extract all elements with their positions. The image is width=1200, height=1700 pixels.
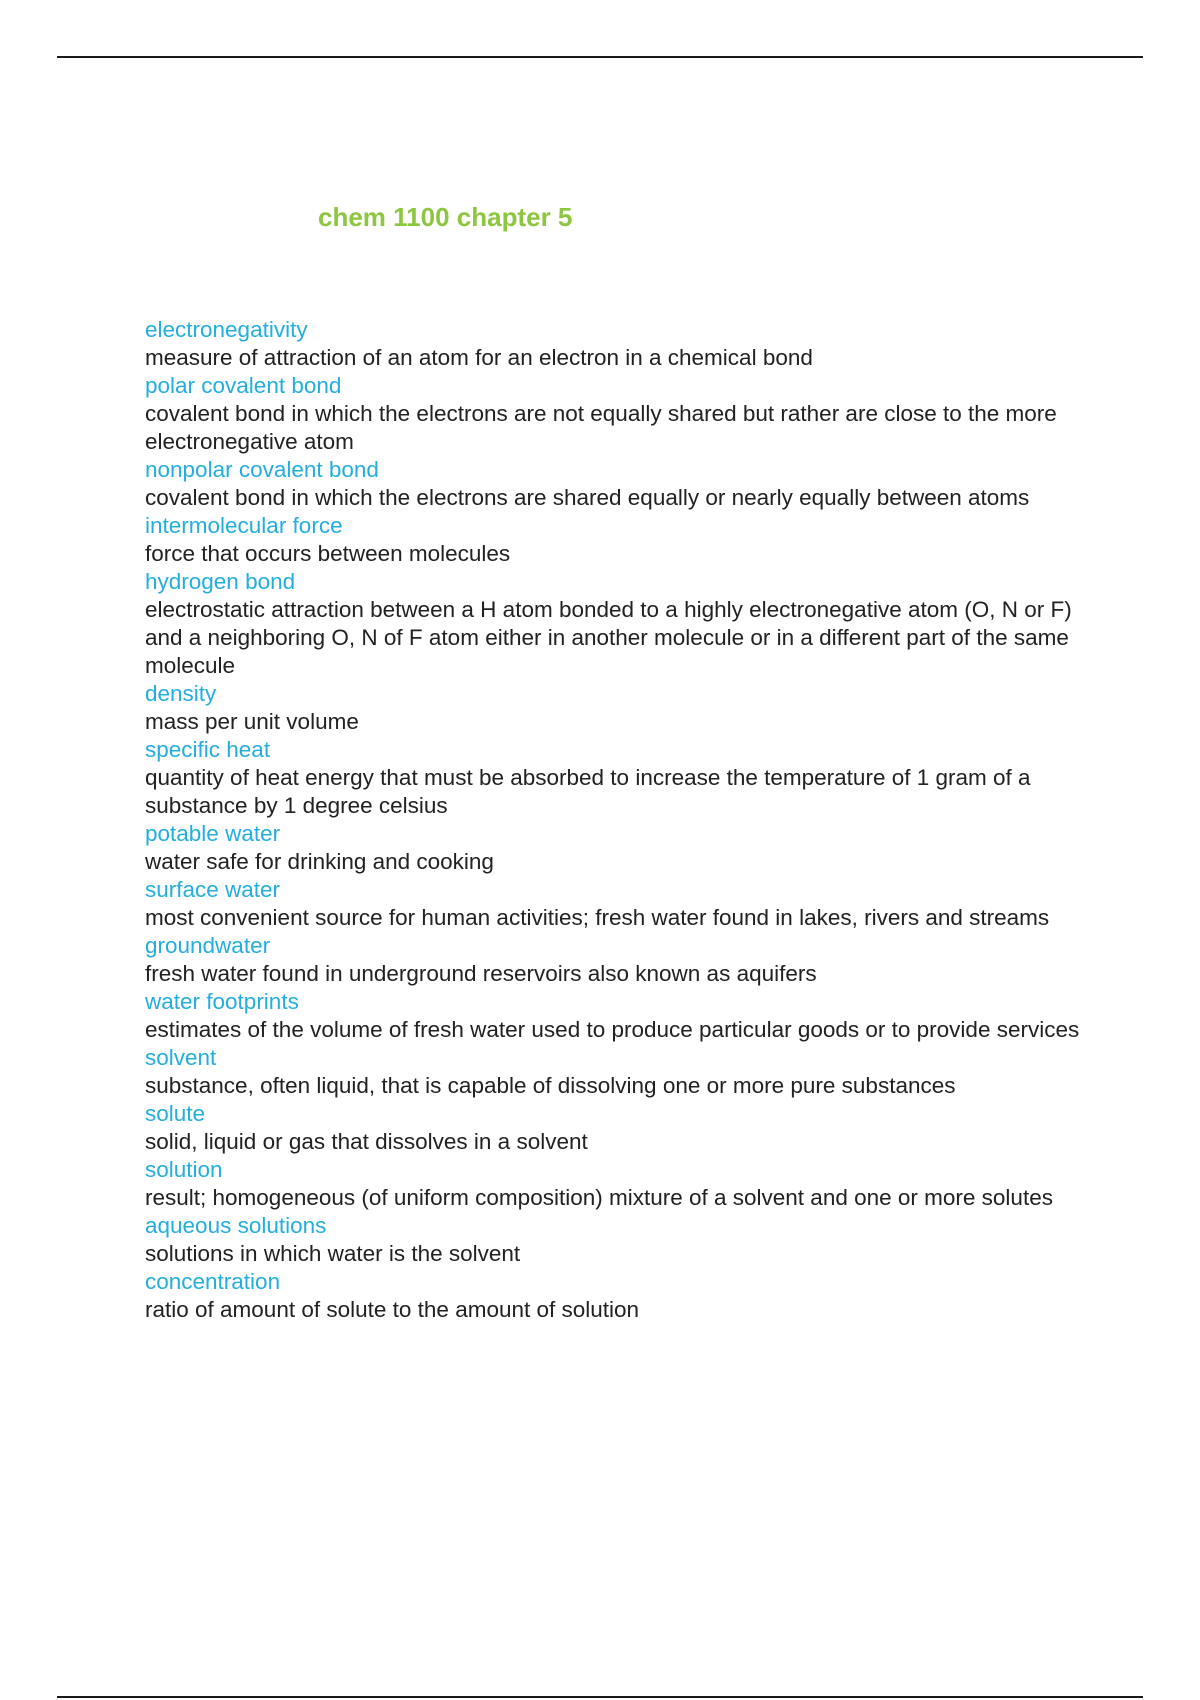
glossary-definition: measure of attraction of an atom for an electron in a chemical bond <box>145 345 813 370</box>
glossary-term: hydrogen bond <box>145 569 296 594</box>
glossary-definition: ratio of amount of solute to the amount of solution <box>145 1297 640 1322</box>
glossary-definition: water safe for drinking and cooking <box>145 849 494 874</box>
glossary-definition: result; homogeneous (of uniform composition) mixture of a solvent and one or more solutes <box>145 1185 1053 1210</box>
glossary-term: groundwater <box>145 933 271 958</box>
glossary-term: polar covalent bond <box>145 373 342 398</box>
glossary-term: water footprints <box>145 989 299 1014</box>
glossary-term: potable water <box>145 821 281 846</box>
glossary-definition: quantity of heat energy that must be absorbed to increase the temperature of 1 gram of a substance by 1 degree celsius <box>145 765 1031 818</box>
glossary-term: nonpolar covalent bond <box>145 457 379 482</box>
glossary-definition: electrostatic attraction between a H atom bonded to a highly electronegative atom (O, N or F) and a neighboring O, N of F atom either in another molecule or in a different part of the same molecule <box>145 597 1072 678</box>
glossary-definition: fresh water found in underground reservoirs also known as aquifers <box>145 961 817 986</box>
glossary-term: electronegativity <box>145 317 308 342</box>
glossary-term: concentration <box>145 1269 281 1294</box>
bottom-rule <box>57 1696 1143 1698</box>
top-rule <box>57 56 1143 58</box>
glossary-list <box>145 316 1095 1324</box>
glossary-definition: covalent bond in which the electrons are not equally shared but rather are close to the more electronegative atom <box>145 401 1057 454</box>
glossary-term: specific heat <box>145 737 271 762</box>
glossary-definition: force that occurs between molecules <box>145 541 511 566</box>
glossary-definition: solid, liquid or gas that dissolves in a solvent <box>145 1129 588 1154</box>
document-title: chem 1100 chapter 5 <box>318 202 573 232</box>
glossary-term: intermolecular force <box>145 513 343 538</box>
glossary-term: solution <box>145 1157 223 1182</box>
glossary-term: solvent <box>145 1045 217 1070</box>
glossary-definition: solutions in which water is the solvent <box>145 1241 521 1266</box>
glossary-definition: most convenient source for human activities; fresh water found in lakes, rivers and streams <box>145 905 1050 930</box>
glossary-term: solute <box>145 1101 206 1126</box>
glossary-term: surface water <box>145 877 281 902</box>
glossary-definition: substance, often liquid, that is capable of dissolving one or more pure substances <box>145 1073 956 1098</box>
glossary-definition: mass per unit volume <box>145 709 359 734</box>
glossary-definition: estimates of the volume of fresh water used to produce particular goods or to provide services <box>145 1017 1080 1042</box>
glossary-definition: covalent bond in which the electrons are shared equally or nearly equally between atoms <box>145 485 1030 510</box>
glossary-term: aqueous solutions <box>145 1213 327 1238</box>
glossary-term: density <box>145 681 217 706</box>
